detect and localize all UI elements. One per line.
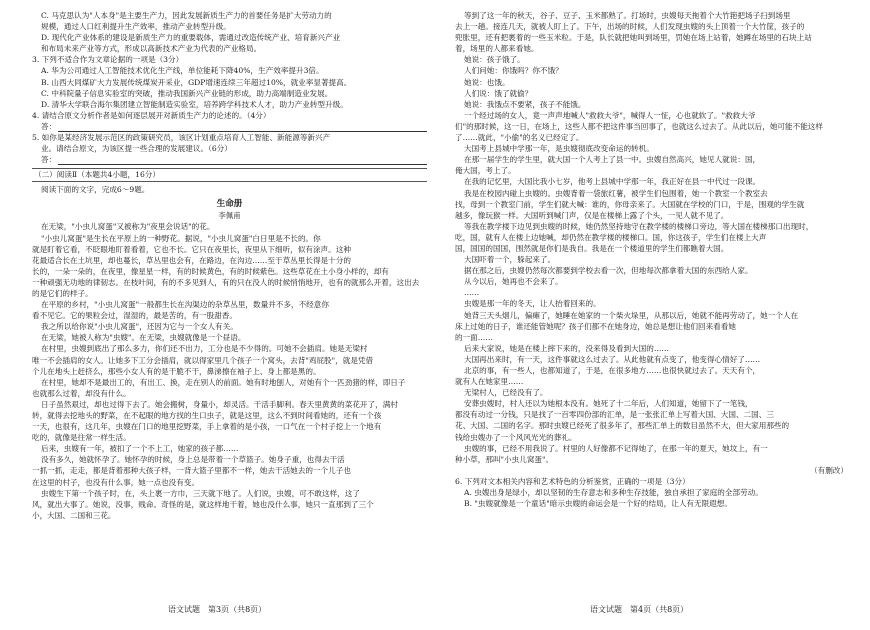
answer-blank-line[interactable] <box>58 125 427 132</box>
story-line: 的一面…… <box>455 332 493 342</box>
story-line: 在平原的乡村，"小虫儿窝蛋"一般都生长在沟渠边的杂草丛里，数量并不多，不经意你 <box>41 300 329 310</box>
story-text-part-2 <box>455 10 850 465</box>
story-line: 去上一趟。接连几天，就被人盯上了。下午，出场的时候，人们发现虫嫂的头上顶着一个大竹筐，孩子的 <box>455 22 805 32</box>
story-line: 等我在教学楼下边见到虫嫂的时候，她仍然坚持地守在教学楼的楼梯口旁边，等大国在楼梯那口出现时， <box>464 221 814 231</box>
story-line: 北京的事，有一些人，也都知道了，于是，在很多地方……也很快就过去了。天天有个， <box>464 366 761 375</box>
page-footer-left: 语文试题 第3页（共8页） <box>168 605 267 614</box>
story-line: 着，场里的人都来看她。 <box>455 44 539 54</box>
story-line: 没有多久，她就怀孕了。她怀孕的时候，身上总是带着一个草篮子。她身子重，也得去干活 <box>41 455 345 465</box>
story-line: 床上过她的日子，谁还能管她呢？孩子们都不在她身边，她总是想让他们回来看看她 <box>455 321 736 331</box>
question-6-option-a: A. 虫嫂出身是绿小，却以坚韧的生存意志和多种生存技能，独自承担了家庭的全部劳动。 <box>464 487 763 497</box>
left-page <box>32 10 427 521</box>
story-line: 后来大家说，她是在楼上摔下来的，没来得及看到大国的…… <box>464 343 670 353</box>
question-line: D. 现代化产业体系的建设是新质生产力的重要载体，需通过改造传统产业、培育新兴产业 <box>41 33 341 43</box>
story-line: 虫嫂是那一年的冬天，让人抬着回来的。 <box>464 299 601 309</box>
question-line: A. 华为公司通过人工智能技术优化生产线，单位能耗下降40%，生产效率提升3倍。 <box>41 66 324 76</box>
reading-instruction: 阅读下面的文字，完成6～9题。 <box>41 185 150 195</box>
story-line: 们"的那时候，这一日，在场上，这些人都不把这件事当回事了，也就这么过去了。从此以后，她可能不能这样 <box>455 121 823 131</box>
story-line: 在我的记忆里，大国比我小七岁，他考上县城中学那一年，我正好在县一中代过一段课。 <box>464 177 761 187</box>
story-line: 的是它们的样子。 <box>32 288 93 298</box>
story-line: 花最适合长在土坑里，却也蔓长，草丛里也会有，在路边，在沟边……至于草丛里长得是十分的 <box>32 255 351 265</box>
story-line: 人们问她：你饿吗？你不饿？ <box>464 66 563 76</box>
question-line: 3. 下列不适合作为文章论据的一项是（3分） <box>32 55 184 65</box>
story-line: 人们说：饿了就偷？ <box>464 88 533 98</box>
story-line: 就是盯着它看，不眨眼地盯着看着，它也不长。它只在夜里长，夜里从下细听，似有涂声。这种 <box>32 244 351 254</box>
story-line: 都没有动过一分钱，只是找了一百零四份部的汇单，是一张张汇单上写着大国、大国、二国、三 <box>455 410 774 420</box>
story-line: "小虫儿窝蛋"是生长在平原上的一种野花。据说，"小虫儿窝蛋"白日里是不长的。你 <box>41 233 321 243</box>
story-line: 国，国国的国国，围然就是你们是我自。我是在一个楼道里的学生们都瞧着大国。 <box>455 243 729 253</box>
story-line: 安葬虫嫂时，村人还以为她根本没有。她死了十二年后，人们知道，她留下了一笔钱， <box>464 399 753 409</box>
story-line: 俺大国，考上了。 <box>455 166 516 176</box>
story-line: 在那一届学生的学生里，就大国一个人考上了县一中。虫嫂自然高兴，她见人就说：国， <box>464 155 761 165</box>
question-line: C. 中科院量子信息实验室的突破，推动我国新兴产业链的形成，助力高端制造业发展。 <box>41 88 333 98</box>
story-line: 兜胀里，还有把裹着的一些玉米粒。于是，队长就把她叫到场里，罚她在场上站着，她蹲在场里的石块上站 <box>455 33 812 43</box>
question-block-1-5 <box>32 10 427 165</box>
story-line: 无梁村人，已经没有了。 <box>464 388 548 398</box>
story-line: 虫嫂生下第一个孩子时，在，头上裹一方巾，三天就下地了。人们说，虫嫂，可不敢这样，这了 <box>41 488 360 498</box>
story-line: 在村里，虫嫂到底出了那么多力，你们还不出力，工分也是不少得的。可她不会插肩。她是无梁村 <box>41 344 368 354</box>
story-author: 李佩甫 <box>218 211 241 221</box>
question-line: 答： <box>32 121 427 132</box>
story-text-part-1 <box>32 221 427 521</box>
question-line: B. 山西大同煤矿大力发展传统煤炭开采业，GDP增速连续三年超过10%，就业率显著提高。 <box>41 77 352 87</box>
story-line: 找，母到一个教室门前，学生们就大喊：谁的，你母亲来了。大国就在学校的门口，于是，围观的学生就 <box>455 199 805 209</box>
story-line: 她说：我饿点不要紧，孩子不能饿。 <box>464 99 586 109</box>
story-line: 等到了这一年的秋天，谷子、豆子、玉米都熟了。打场时，虫嫂每天拖着个大竹筢把场子扫到场里 <box>464 11 791 20</box>
story-line: 长的，一朵一朵的，在夜里，像星星一样，有的时候黄色，有的时候紫色。这些草花在土小身小样的，却有 <box>32 266 389 276</box>
question-6-option-b: B. "虫嫂就像是一个童话"暗示虫嫂的命运会是一个好的结局，让人有无限遐想。 <box>464 499 732 509</box>
story-line: 在无梁，"小虫儿窝蛋"又被称为"夜里会说话"的花。 <box>41 222 215 232</box>
story-line: 小，大国、二国和三花。 <box>32 510 116 520</box>
story-line: 吃的，就像是往常一样生活。 <box>32 433 131 443</box>
story-line: 大国考上县城中学那一年，是虫嫂彻底改变命运的转机。 <box>464 144 654 154</box>
question-line: 业。请结合原文，为该区提一些合理的发展建议。（6分） <box>41 144 232 154</box>
story-line: …… <box>464 288 480 298</box>
story-line: 钱给虫嫂办了一个风风光光的葬礼。 <box>455 432 577 442</box>
story-line: 后来，虫嫂有一年，被扣了一个不上工，她家的孩子都…… <box>41 444 239 454</box>
story-line: 一天，也很有，这几年，虫嫂在门口的地里挖野菜，手上拿着的是小孩，一口气在一个村子挖上一个地有 <box>32 422 382 432</box>
story-line: 在村里，她却不是最出工的，有出工、换，走在别人的前面。她有时地刨人，对她有个一匹劲猪的样，即日子 <box>41 377 406 387</box>
story-line: 据在那之后，虫嫂仍然每次都要到学校去看一次，但地每次都拿着大国的东西给人家。 <box>464 266 753 276</box>
story-line: 花、大国、二国的名字。那时虫嫂已经死了很多年了，那些汇单上的数目虽然不大，但大家用那些的 <box>455 421 790 431</box>
story-line: 大国吓着一个，躲起来了。 <box>464 255 556 265</box>
right-page <box>455 10 850 509</box>
question-line: C. 马克思认为"人本身"是主要生产力，因此发展新质生产力的首要任务是扩大劳动力的 <box>41 11 332 20</box>
story-line: 风，就出大事了。她说，没事，贱命。奇怪的是，就这样地干着，她也没什么事，她只一直那到了三个 <box>32 499 374 509</box>
page-footer-right: 语文试题 第4页（共8页） <box>590 605 689 614</box>
story-line: 看不见它。它的果粒会过，湿湿的，最是苦的，有一股甜香。 <box>32 311 238 321</box>
question-line: D. 清华大学联合海尔集团建立智能制造实验室，培养跨学科技术人才，助力产业转型升级。 <box>41 99 348 109</box>
story-line: 种小草，那叫"小虫儿窝蛋"。 <box>455 454 554 464</box>
story-line: 一抓一抓，走走，都是背着那种大孩子样，一背大篮子里都不一样，她去干活她去的一个儿子也 <box>32 466 351 476</box>
story-line: 我是在校园内碰上虫嫂的。虫嫂背着一袋旅红薯，被学生们包围着，她一个教室一个教室去 <box>464 188 768 198</box>
story-line: 她说：也饿。 <box>464 77 510 87</box>
story-line: 唯一不会插肩的女人。让她多下工分会插肩，就以得家里几个孩子一个窝头，去背"鸡屁股"，就是凭借 <box>32 355 374 365</box>
story-line: 个儿在地头上赶挤么，那些小女人有的是干脆不干，鼻涕擦在袖子上、身上都是黑的。 <box>32 366 321 376</box>
question-line: 规模，通过人口红利提升生产效率，推动产业转型升级。 <box>41 22 231 32</box>
story-line: 她说：孩子饿了。 <box>464 55 525 65</box>
section-header: （二）阅读Ⅱ（本题共4小题，16分） <box>32 168 427 182</box>
story-line: 虫嫂的事，已经不用我说了。村里的人好像都不记得她了，在那一年的夏天，她坟上，有一 <box>464 443 768 453</box>
story-line: 一种顽强无功地的律韧志。在枝叶间，有的不多见到人，有的只在没人的时候悄悄地开，也有的就那么开着，这出去 <box>32 277 420 287</box>
question-line: 和布局未来产业等方式，形成以高新技术产业为代表的产业格局。 <box>41 44 262 54</box>
story-line: 在这里的村子，也没有什么事，她一点也没有变。 <box>32 477 200 487</box>
question-line: 答： <box>32 154 427 165</box>
story-line: 从今以后，她再也不会来了。 <box>464 277 563 287</box>
story-line: 也就那么过着，却没有什么。 <box>32 388 131 398</box>
story-line: 就有人在她家里…… <box>455 377 524 387</box>
story-line: 我之所以给你说"小虫儿窝蛋"，还因为它与一个女人有关。 <box>41 322 238 332</box>
story-title: 生命册 <box>216 199 243 210</box>
story-line: 了……就此，"小偷"的名义已经定了。 <box>455 133 584 143</box>
story-line: 越多，像玩猴一样。大国听到喊门声，仅是在楼梯上露了个头，一见人就不见了。 <box>455 210 729 220</box>
story-line: 在无梁，她被人称为"虫嫂"。在无梁，虫嫂就像是一个昼语。 <box>41 333 246 343</box>
story-line: 大国再出来时，有一天，这件事就这么过去了。从此他就有点变了，他变得心情好了…… <box>464 354 761 364</box>
story-line: 吃，国，就有人在楼上边她喊，却仍然在教学楼的楼梯口。国，你这孩子，学生们在楼上大声 <box>455 232 767 242</box>
question-6-stem: 6. 下列对文本相关内容和艺术特色的分析鉴赏，正确的一项是（3分） <box>455 476 690 486</box>
question-line: 4. 请结合原文分析作者是如何逐层展开对新质生产力的论述的。（4分） <box>32 110 271 120</box>
question-line: 5. 如你是某经济发展示范区的政策研究员，该区计划重点培育人工智能、新能源等新兴产 <box>32 133 331 143</box>
answer-blank-line[interactable] <box>58 158 427 165</box>
story-line: 一个经过场的女人，竟一声声地喊人"救救大爷"，喊得人一怔，心也就软了。"救救大爷 <box>464 110 756 120</box>
story-line: 日子虽然艰过，却也过得下去了。她会搬树，身量小，却灵活。干活手脚利。春天里黄黄的菜花开了，满村 <box>41 399 398 409</box>
story-line: 她背三天头烟儿，偏瘫了，她睡在她家的一个柴火垛里，从那以后，她就不能再劳动了，她一个人在 <box>464 310 799 320</box>
abridged-note: （有删改） <box>810 465 848 475</box>
story-line: 转，就得去挖地头的野菜，在不起眼的地方找的生口虫子，就是这里，这么不到时间看她的，还有一个孩 <box>32 411 382 420</box>
